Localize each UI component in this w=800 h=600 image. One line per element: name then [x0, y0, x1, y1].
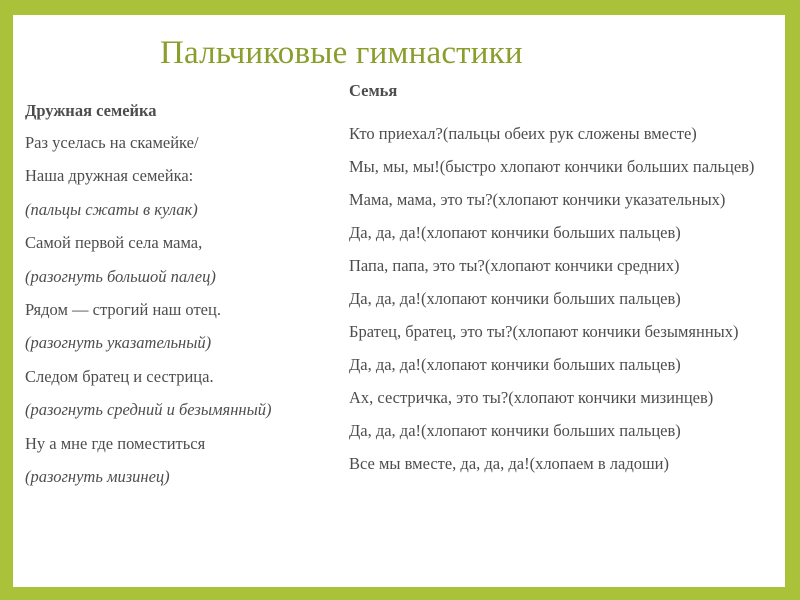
right-heading: Семья: [349, 81, 398, 100]
right-paragraph: Да, да, да!(хлопают кончики больших пальцев): [349, 289, 681, 308]
right-paragraph: Мы, мы, мы!(быстро хлопают кончики больших пальцев): [349, 157, 755, 176]
left-line: Самой первой села мама,: [25, 233, 203, 253]
right-paragraph: Да, да, да!(хлопают кончики больших пальцев): [349, 223, 681, 242]
left-line: (разогнуть указательный): [25, 333, 212, 353]
left-line: Ну а мне где поместиться: [25, 433, 206, 453]
left-line: (пальцы сжаты в кулак): [25, 199, 198, 219]
left-line: (разогнуть средний и безымянный): [25, 400, 272, 420]
left-column: [25, 101, 343, 500]
right-column: [349, 81, 775, 486]
slide-title: Пальчиковые гимнастики: [160, 35, 523, 71]
right-paragraph: Все мы вместе, да, да, да!(хлопаем в ладоши): [349, 454, 669, 473]
left-line: Наша дружная семейка:: [25, 166, 194, 186]
right-paragraph: Ах, сестричка, это ты?(хлопают кончики мизинцев): [349, 388, 714, 407]
left-heading: Дружная семейка: [25, 101, 157, 120]
slide: [13, 15, 785, 587]
right-paragraph: Папа, папа, это ты?(хлопают кончики средних): [349, 256, 680, 275]
right-paragraph: Мама, мама, это ты?(хлопают кончики указательных): [349, 190, 726, 209]
left-line: (разогнуть большой палец): [25, 266, 216, 286]
left-line: (разогнуть мизинец): [25, 466, 170, 486]
left-line: Рядом — строгий наш отец.: [25, 299, 221, 319]
left-line: Раз уселась на скамейке/: [25, 133, 199, 152]
right-paragraph: Кто приехал?(пальцы обеих рук сложены вместе): [349, 124, 697, 143]
right-paragraph: Братец, братец, это ты?(хлопают кончики безымянных): [349, 322, 739, 341]
right-paragraph: Да, да, да!(хлопают кончики больших пальцев): [349, 421, 681, 440]
left-line: Следом братец и сестрица.: [25, 366, 214, 386]
right-paragraph: Да, да, да!(хлопают кончики больших пальцев): [349, 355, 681, 374]
